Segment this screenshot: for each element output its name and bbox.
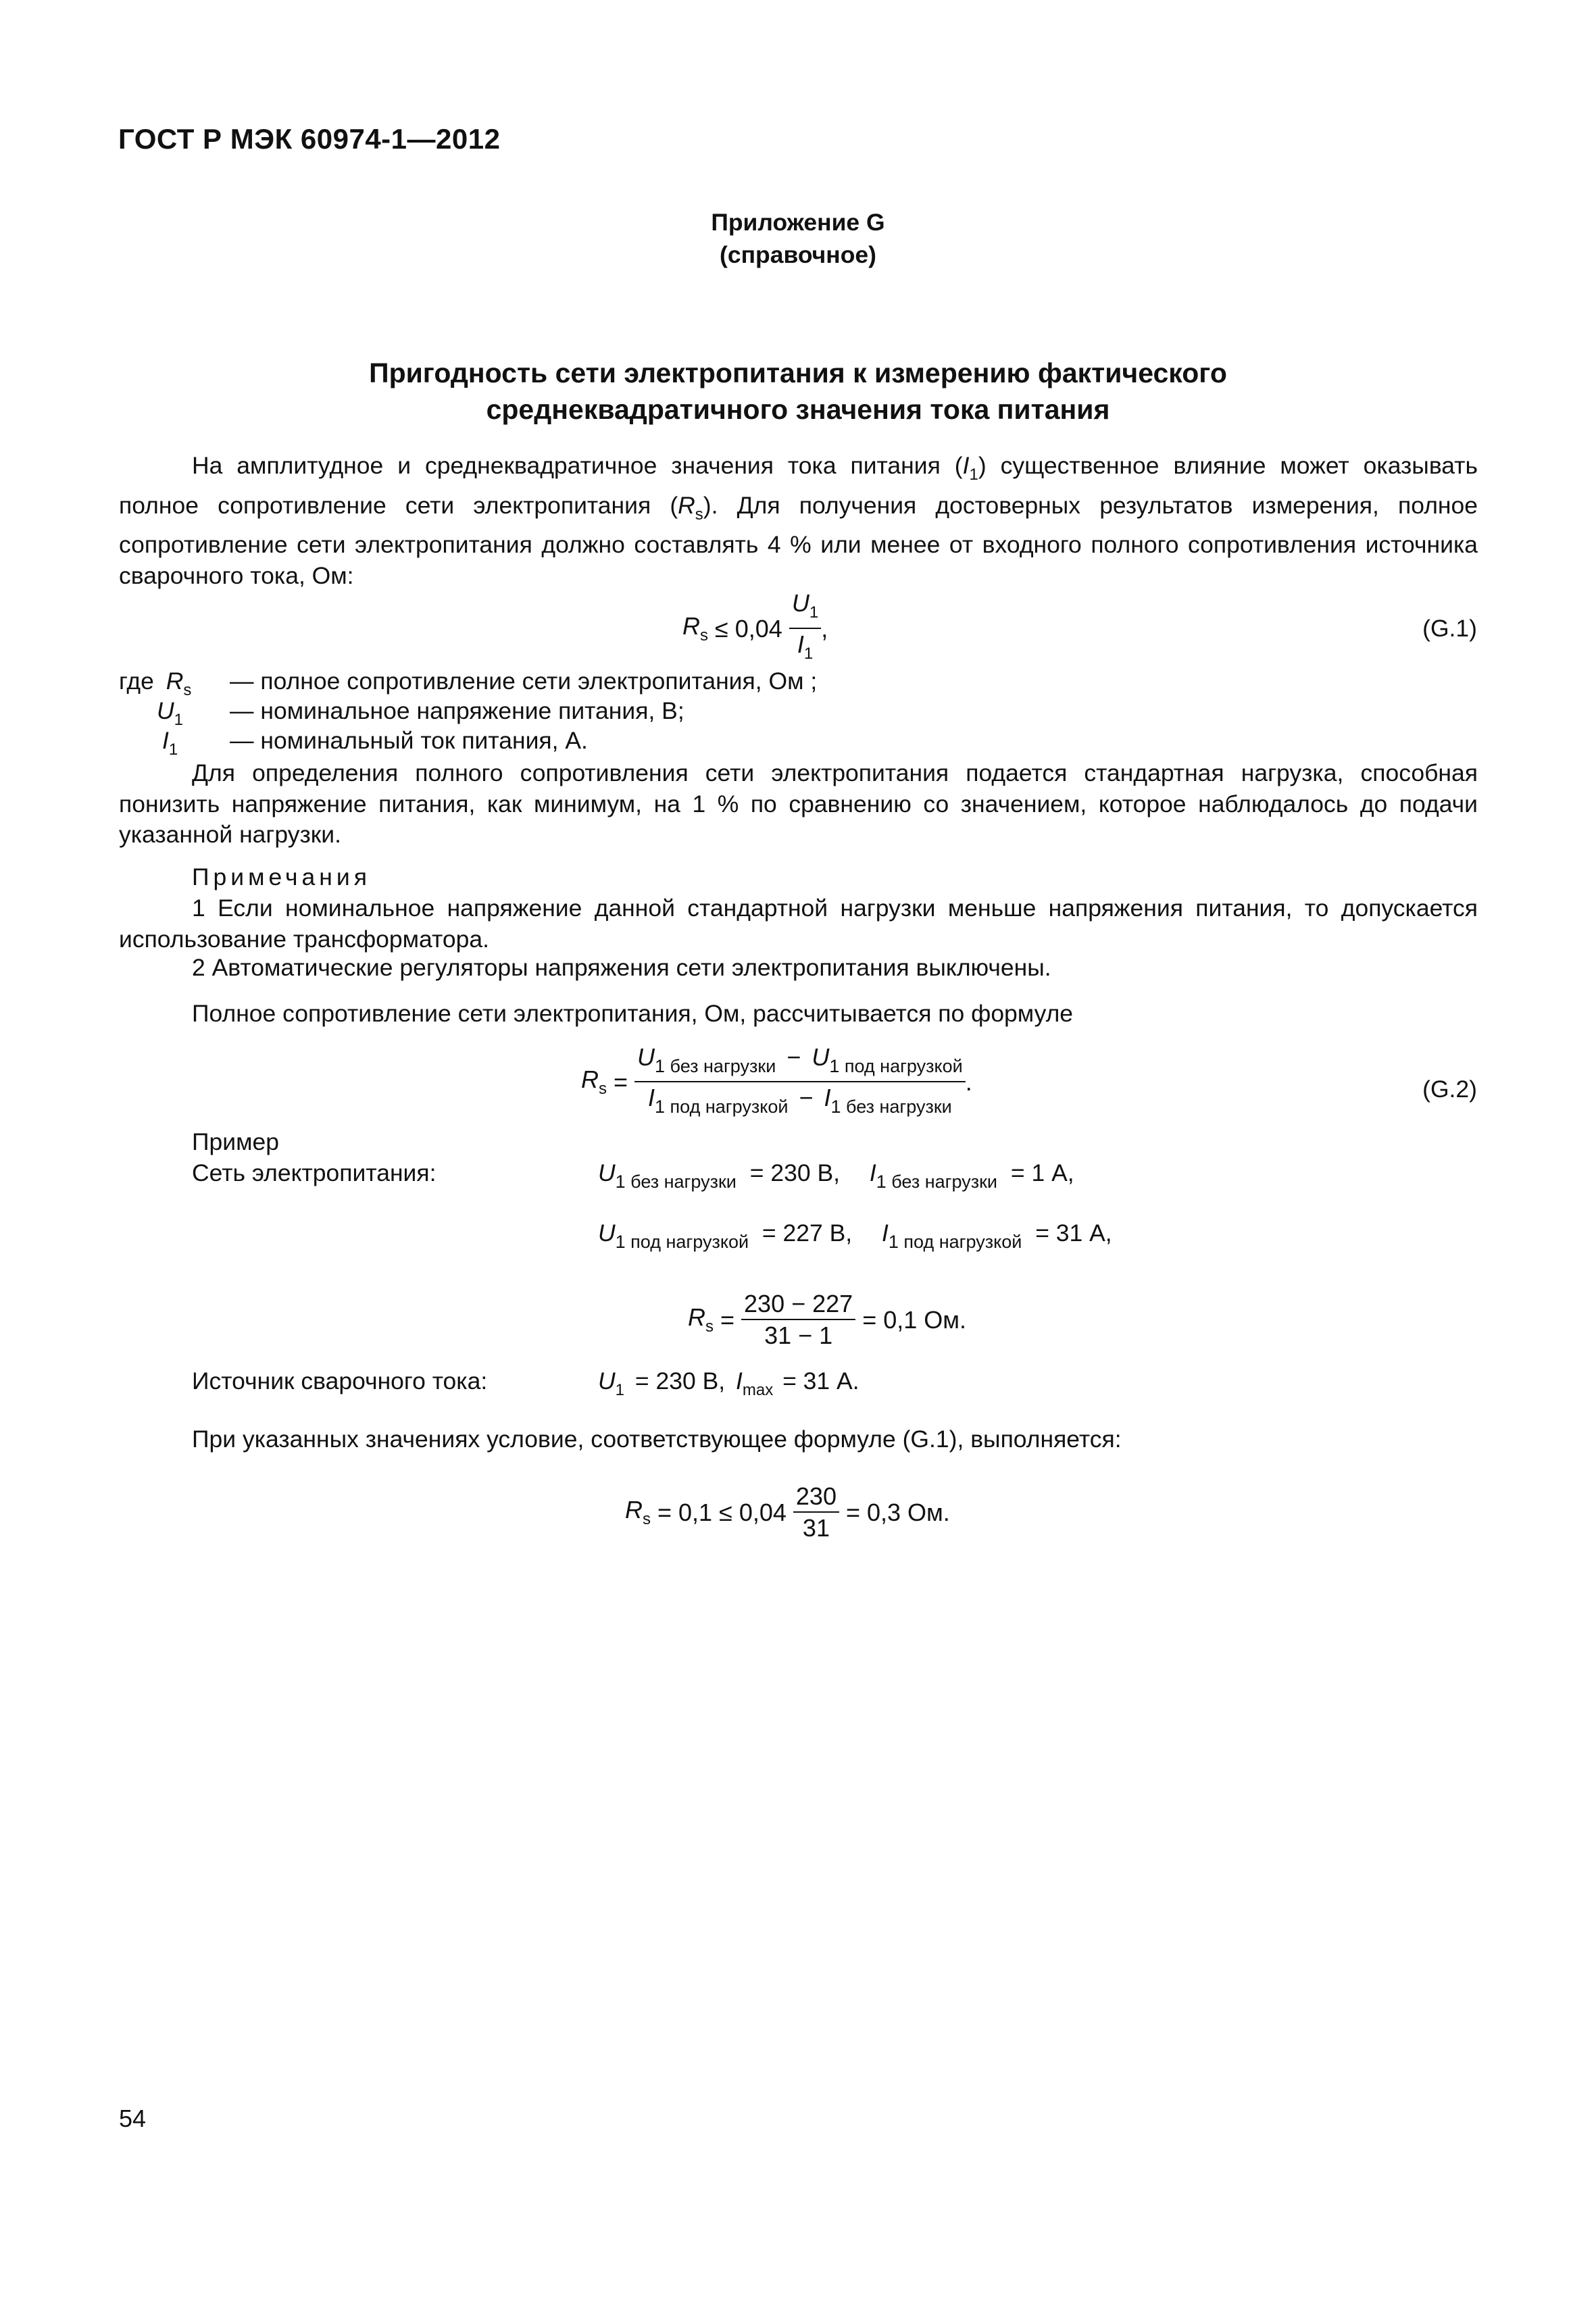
eq2-fraction [634, 1044, 966, 1120]
formula-intro: Полное сопротивление сети электропитания, Ом, рассчитывается по формуле [192, 1000, 1074, 1027]
final-rs: $R_s$ [625, 1496, 651, 1528]
network-load-line: $U_{1 под нагрузкой} = 227$ В, $I_{1 под нагрузкой} = 31$ А, [598, 1219, 1112, 1252]
eq2-rs: $R_s$ [581, 1065, 607, 1098]
calc-equals: = [720, 1305, 735, 1334]
load-paragraph: Для определения полного сопротивления сети электропитания подается стандартная нагрузка, способная понизить напряжение питания, как минимум, на 1 % по сравнению со значением, которое наблюдалось до подачи указанной нагрузки. [119, 759, 1478, 848]
calc-result: = 0,1 Ом. [862, 1305, 967, 1334]
annex-heading [0, 206, 1596, 271]
example-heading: Пример [192, 1128, 279, 1155]
eq2-tail: . [965, 1067, 972, 1096]
notes-heading: Примечания [192, 863, 371, 890]
intro-paragraph [119, 451, 1478, 591]
equation-number-g1: (G.1) [1422, 615, 1477, 642]
annex-type: (справочное) [720, 241, 876, 268]
title-line-2: среднеквадратичного значения тока питания [486, 394, 1110, 425]
calc-fraction [741, 1290, 855, 1349]
title-line-1: Пригодность сети электропитания к измерению фактического [369, 357, 1227, 388]
source-values: $U_1 = 230$ В, $I_{max} = 31$ А. [598, 1367, 859, 1399]
network-no-load-line: $U_{1 без нагрузки} = 230$ В, $I_{1 без нагрузки} = 1$ А, [598, 1159, 1074, 1192]
eq1-tail: , [821, 614, 828, 643]
definition-u1-text: — номинальное напряжение питания, В; [230, 697, 684, 724]
calc-denominator: 31 − 1 [764, 1322, 833, 1349]
annex-title [0, 355, 1596, 428]
where-prefix: где [119, 668, 154, 695]
conclusion: При указанных значениях условие, соответствующее формуле (G.1), выполняется: [192, 1426, 1122, 1453]
definition-rs-text: — полное сопротивление сети электропитания, Ом ; [230, 668, 818, 695]
intro-text-2: ) существенное влияние может оказывать полное сопротивление сети электропитания ( [119, 452, 1478, 519]
symbol-rs: $R_s$ [678, 491, 703, 524]
final-numerator: 230 [793, 1483, 839, 1513]
final-check [625, 1483, 950, 1542]
equation-number-g2: (G.2) [1422, 1076, 1477, 1103]
eq1-fraction [789, 590, 821, 668]
document-header: ГОСТ Р МЭК 60974-1—2012 [118, 123, 501, 155]
intro-text-3: ). Для получения достоверных результатов измерения, полное сопротивление сети электропитания должно составлять 4 % или менее от входного полного сопротивления источника сварочного тока, Ом: [119, 491, 1478, 589]
symbol-i1: $I_1$ [962, 452, 978, 484]
definition-rs [119, 668, 191, 700]
source-label: Источник сварочного тока: [192, 1367, 488, 1394]
eq2-equals: = [614, 1067, 628, 1096]
eq1-rs: $R_s$ [682, 612, 708, 645]
eq2-denominator: $I_{1 под нагрузкой} - I_{1 без нагрузки}$ [648, 1084, 952, 1117]
eq2-numerator: $U_{1 без нагрузки} - U_{1 под нагрузкой}$ [634, 1044, 966, 1082]
calc-numerator: 230 − 227 [741, 1290, 855, 1320]
annex-label: Приложение G [711, 209, 885, 236]
definition-i1-text: — номинальный ток питания, А. [230, 727, 588, 754]
final-result: = 0,3 Ом. [845, 1498, 950, 1526]
eq1-denominator: $I_1$ [797, 630, 814, 663]
eq1-operator: ≤ 0,04 [715, 614, 782, 643]
intro-text-1: На амплитудное и среднеквадратичное значения тока питания ( [192, 452, 963, 479]
eq1-numerator: $U_1$ [789, 590, 821, 629]
def-symbol-i1: $I_1$ [162, 727, 178, 759]
final-denominator: 31 [802, 1514, 830, 1542]
equation-g2 [581, 1044, 972, 1120]
page-number: 54 [119, 2105, 147, 2132]
final-lhs: = 0,1 ≤ 0,04 [657, 1498, 787, 1526]
final-fraction [793, 1483, 839, 1542]
example-calculation [688, 1290, 966, 1349]
network-label: Сеть электропитания: [192, 1159, 437, 1186]
calc-rs: $R_s$ [688, 1303, 714, 1336]
note-1: 1 Если номинальное напряжение данной стандартной нагрузки меньше напряжения питания, то допускается использование трансформатора. [119, 895, 1478, 953]
def-symbol-u1: $U_1$ [157, 697, 183, 729]
note-2: 2 Автоматические регуляторы напряжения сети электропитания выключены. [192, 954, 1051, 981]
def-symbol-rs: $R_s$ [166, 668, 192, 699]
equation-g1 [682, 590, 828, 668]
